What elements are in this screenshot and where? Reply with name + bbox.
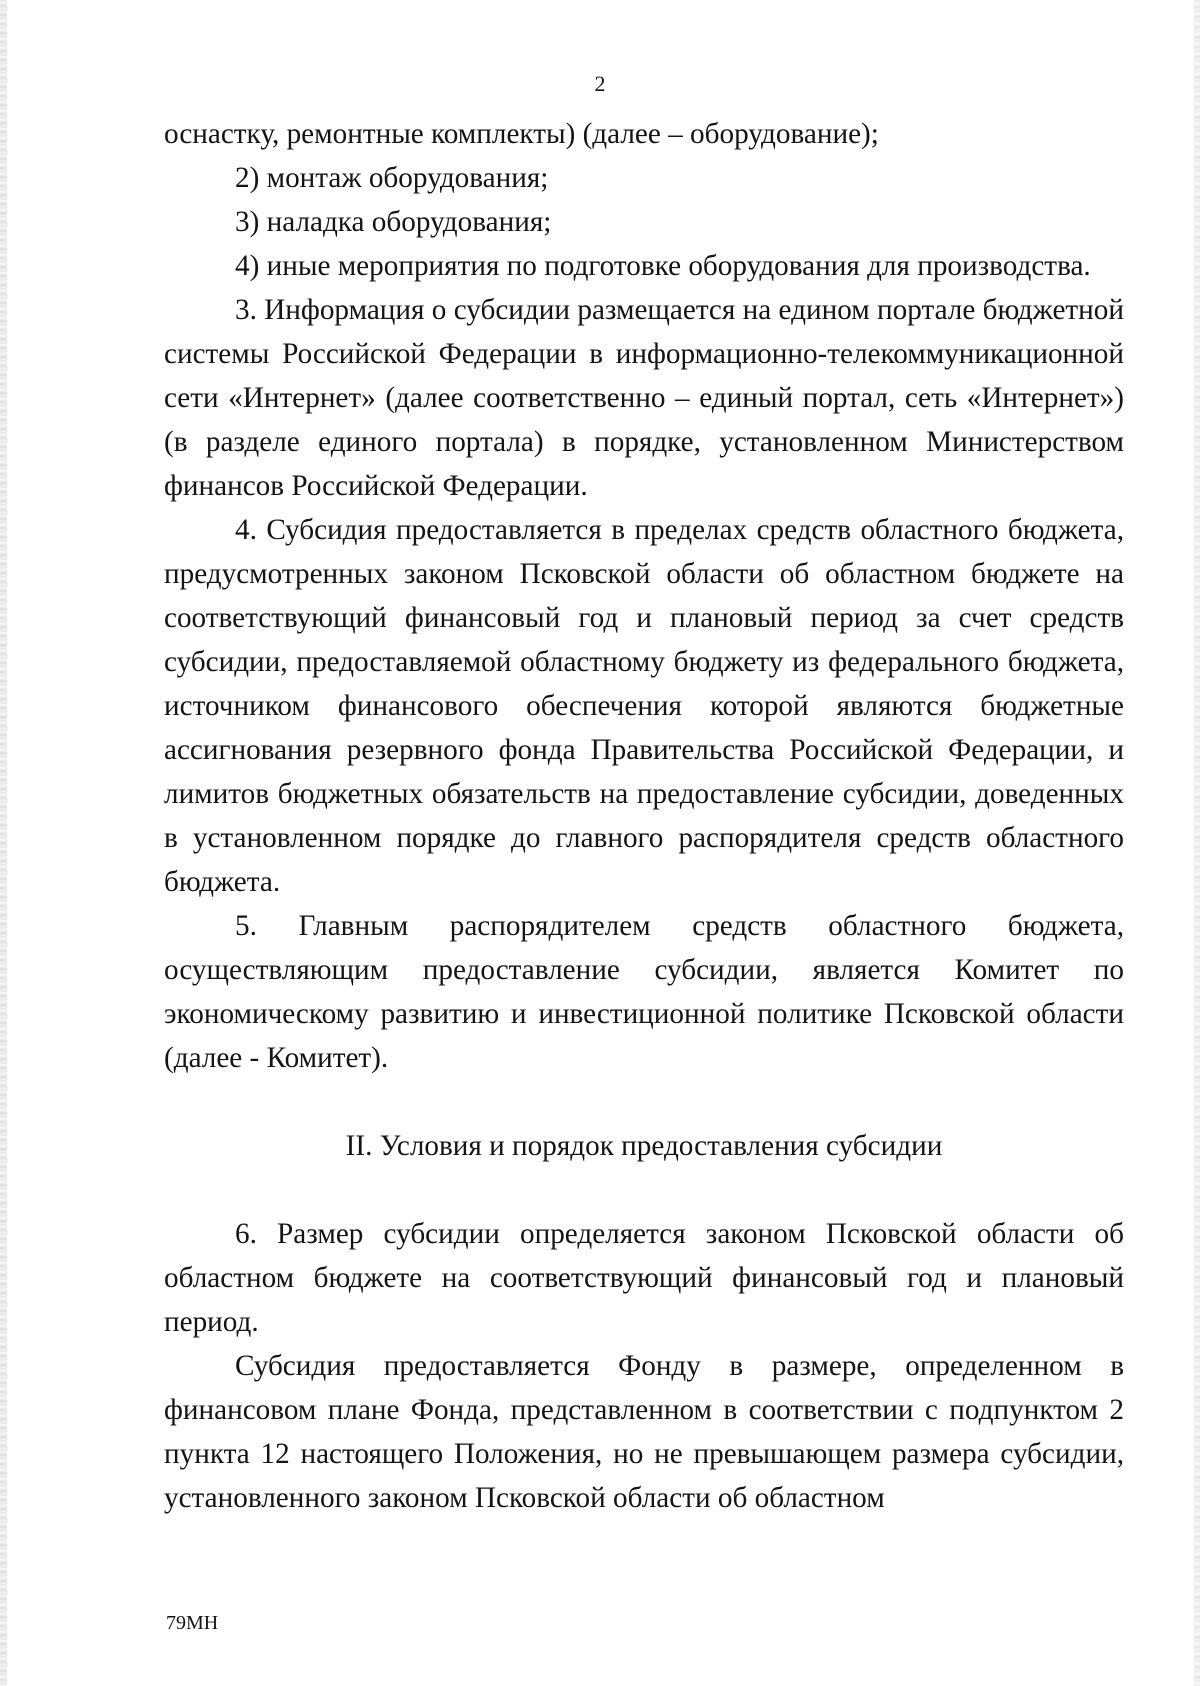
footer-code: 79МН <box>166 1612 219 1634</box>
document-body <box>164 112 1124 1520</box>
scan-edge-left <box>0 0 7 1686</box>
page-number: 2 <box>594 71 606 96</box>
paragraph-5: 5. Главным распорядителем средств областного бюджета, осуществляющим предоставление субсидии, является Комитет по экономическому развитию и инвестиционной политике Псковской области (далее - Комитет). <box>164 910 1124 1074</box>
paragraph-6: 6. Размер субсидии определяется законом Псковской области об областном бюджете на соответствующий финансовый год и плановый период. <box>164 1218 1124 1338</box>
scan-edge-right <box>1194 0 1200 1686</box>
paragraph-6-subsidy: Субсидия предоставляется Фонду в размере, определенном в финансовом плане Фонда, представленном в соответствии с подпунктом 2 пункта 12 настоящего Положения, но не превышающем размера субсидии, установленного законом Псковской области об областном <box>164 1350 1124 1514</box>
paragraph-continuation: оснастку, ремонтные комплекты) (далее – оборудование); <box>164 118 879 150</box>
paragraph-4: 4. Субсидия предоставляется в пределах средств областного бюджета, предусмотренных законом Псковской области об областном бюджете на соответствующий финансовый год и плановый период за счет средств субсидии, предоставляемой областному бюджету из федерального бюджета, источником финансового обеспечения которой являются бюджетные ассигнования резервного фонда Правительства Российской Федерации, и лимитов бюджетных обязательств на предоставление субсидии, доведенных в установленном порядке до главного распорядителя средств областного бюджета. <box>164 514 1124 898</box>
list-item-4: 4) иные мероприятия по подготовке оборудования для производства. <box>235 250 1091 282</box>
section-heading: II. Условия и порядок предоставления субсидии <box>345 1130 943 1162</box>
paragraph-3: 3. Информация о субсидии размещается на едином портале бюджетной системы Российской Федерации в информационно-телекоммуникационной сети «Интернет» (далее соответственно – единый портал, сеть «Интернет») (в разделе единого портала) в порядке, установленном Министерством финансов Российской Федерации. <box>164 294 1124 502</box>
list-item-2: 2) монтаж оборудования; <box>235 162 549 194</box>
list-item-3: 3) наладка оборудования; <box>235 206 552 238</box>
